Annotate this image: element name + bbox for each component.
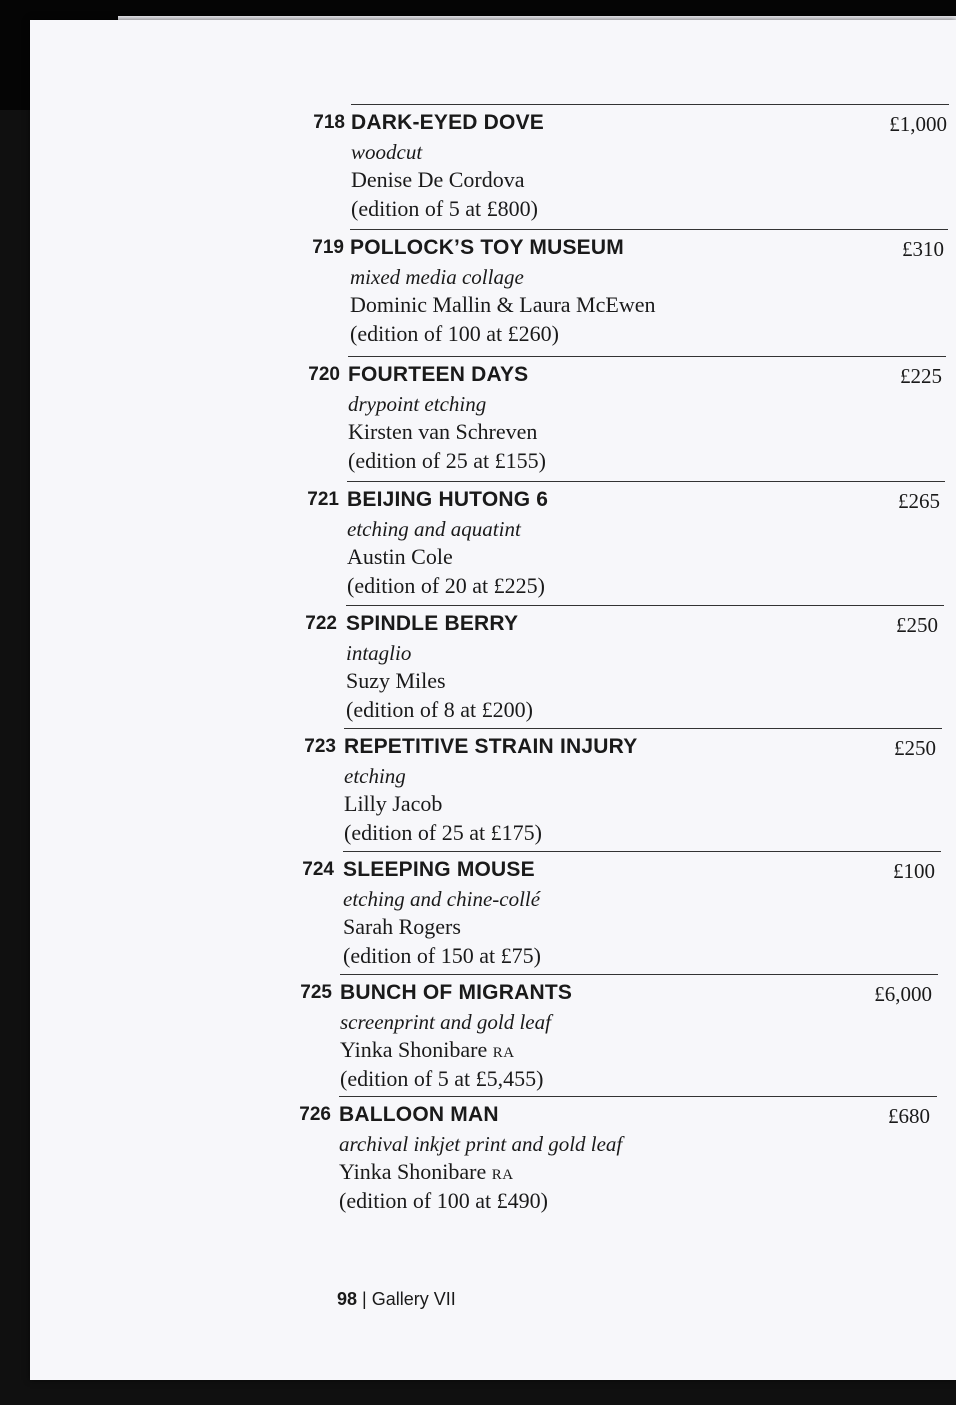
lot-artist [351, 167, 525, 193]
lot-artist [350, 292, 655, 318]
lot-number: 722 [305, 613, 337, 634]
lot-edition: (edition of 20 at £225) [347, 573, 545, 598]
artist-name: Sarah Rogers [343, 914, 461, 939]
lot-title: BEIJING HUTONG 6 [347, 488, 549, 511]
lot-medium: intaglio [346, 641, 412, 665]
lot-artist [340, 1037, 515, 1063]
lot-artist [343, 914, 461, 940]
lot-medium: etching and chine-collé [343, 887, 541, 911]
lot-number: 721 [307, 489, 339, 510]
lot-edition: (edition of 5 at £5,455) [340, 1066, 544, 1091]
lot-edition: (edition of 100 at £260) [350, 321, 559, 346]
lot-title: DARK-EYED DOVE [351, 111, 544, 134]
lot-number: 718 [313, 112, 345, 133]
lot-price: £100 [893, 859, 935, 883]
divider-rule [350, 229, 948, 230]
artist-name: Dominic Mallin & Laura McEwen [350, 292, 656, 317]
divider-rule [346, 605, 944, 606]
lot-artist [348, 419, 537, 445]
artist-name: Kirsten van Schreven [348, 419, 538, 444]
lot-number: 726 [299, 1104, 331, 1125]
lot-price: £310 [902, 237, 944, 261]
divider-rule [347, 481, 945, 482]
lot-edition: (edition of 25 at £175) [344, 820, 542, 845]
lot-medium: archival inkjet print and gold leaf [339, 1132, 623, 1156]
lot-edition: (edition of 150 at £75) [343, 943, 541, 968]
lot-artist [347, 544, 453, 570]
lot-number: 719 [312, 237, 344, 258]
artist-name: Lilly Jacob [344, 791, 443, 816]
lot-medium: drypoint etching [348, 392, 487, 416]
artist-name: Yinka Shonibare [340, 1037, 488, 1062]
lot-artist [344, 791, 442, 817]
lot-price: £6,000 [874, 982, 932, 1006]
page-footer [337, 1289, 456, 1310]
lot-edition: (edition of 25 at £155) [348, 448, 546, 473]
lot-medium: screenprint and gold leaf [340, 1010, 551, 1034]
lot-title: BALLOON MAN [339, 1103, 499, 1126]
lot-medium: etching [344, 764, 406, 788]
lot-edition: (edition of 8 at £200) [346, 697, 533, 722]
divider-rule [351, 104, 949, 105]
lot-edition: (edition of 5 at £800) [351, 196, 538, 221]
lot-medium: woodcut [351, 140, 423, 164]
gallery-name: Gallery VII [371, 1289, 456, 1309]
lot-title: FOURTEEN DAYS [348, 363, 529, 386]
ra-suffix: RA [492, 1045, 515, 1061]
lot-title: REPETITIVE STRAIN INJURY [344, 735, 638, 758]
divider-rule [343, 851, 941, 852]
artist-name: Suzy Miles [346, 668, 446, 693]
footer-separator: | [362, 1289, 367, 1309]
lot-medium: etching and aquatint [347, 517, 521, 541]
lot-medium: mixed media collage [350, 265, 524, 289]
lot-price: £1,000 [889, 112, 947, 136]
artist-name: Denise De Cordova [351, 167, 525, 192]
lot-number: 723 [304, 736, 336, 757]
lot-title: SLEEPING MOUSE [343, 858, 535, 881]
lot-price: £680 [888, 1104, 930, 1128]
divider-rule [348, 356, 946, 357]
artist-name: Austin Cole [347, 544, 453, 569]
lot-artist [339, 1159, 514, 1185]
lot-price: £250 [894, 736, 936, 760]
lot-price: £250 [896, 613, 938, 637]
lot-price: £225 [900, 364, 942, 388]
divider-rule [339, 1096, 937, 1097]
lot-number: 724 [302, 859, 334, 880]
lot-number: 720 [308, 364, 340, 385]
lot-title: POLLOCK’S TOY MUSEUM [350, 236, 624, 259]
divider-rule [344, 728, 942, 729]
divider-rule [340, 974, 938, 975]
lot-title: BUNCH OF MIGRANTS [340, 981, 573, 1004]
page-number: 98 [337, 1289, 358, 1309]
lot-edition: (edition of 100 at £490) [339, 1188, 548, 1213]
lot-artist [346, 668, 446, 694]
lot-number: 725 [300, 982, 332, 1003]
lot-title: SPINDLE BERRY [346, 612, 519, 635]
artist-name: Yinka Shonibare [339, 1159, 487, 1184]
ra-suffix: RA [491, 1167, 514, 1183]
lot-price: £265 [898, 489, 940, 513]
